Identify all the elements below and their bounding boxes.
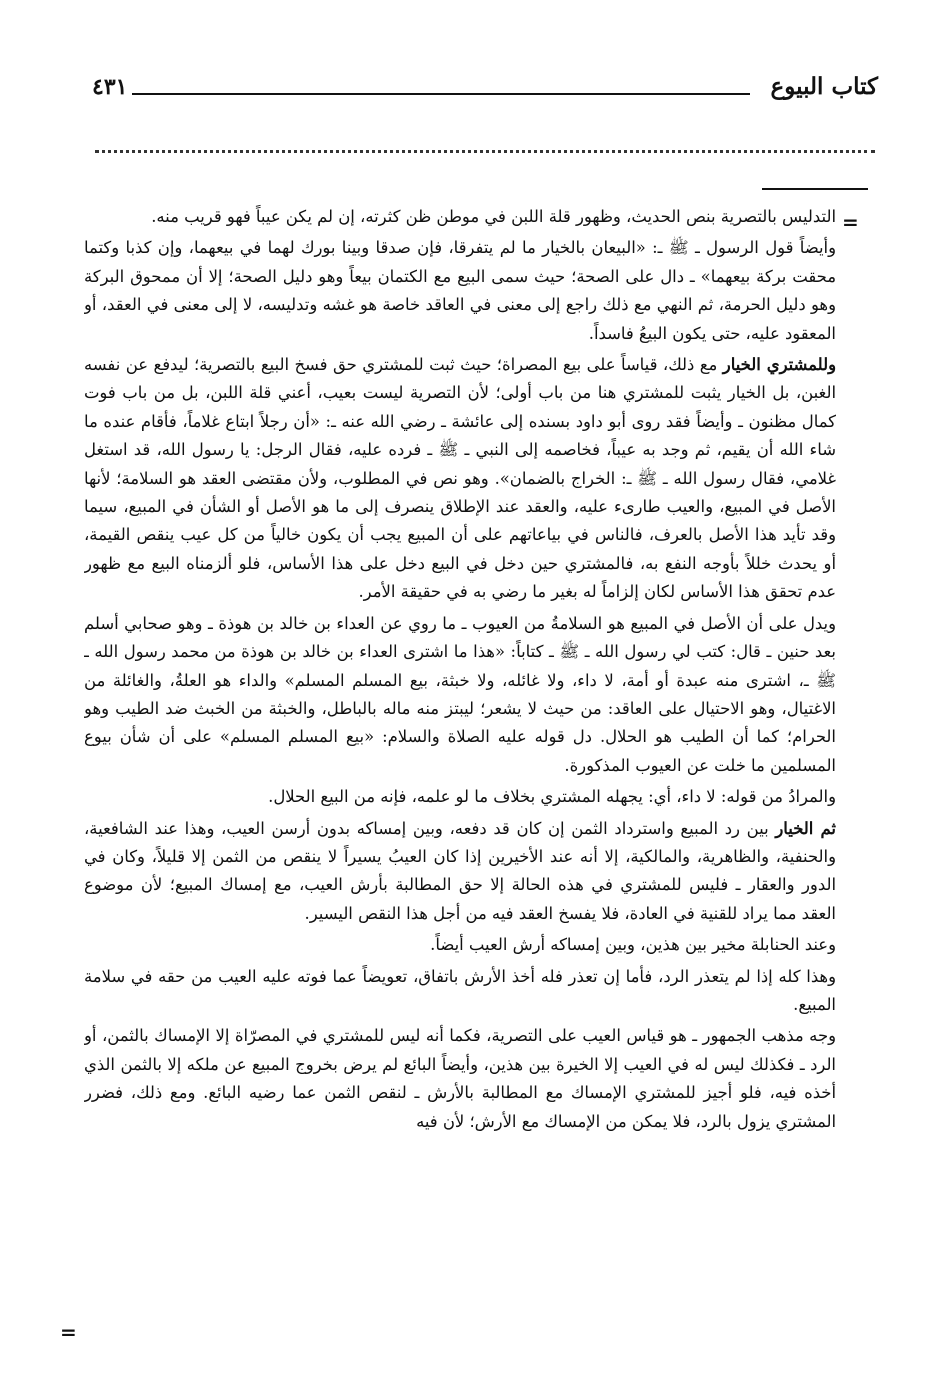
paragraph-text: ويدل على أن الأصل في المبيع هو السلامةُ من العيوب ـ ما روي عن العداء بن خالد بن هوذة ـ وهو صحابي أسلم بعد حنين ـ قال: كتب لي رسول الله ـ ﷺ ـ كتاباً: «هذا ما اشترى العداء بن خالد بن هوذة من محمد رسول الله ـ ﷺ ـ، اشترى منه عبدة أو أمة، لا داء، ولا غائله، ولا خبثة، بيع المسلم المسلم» والداء هو العلةُ، والغائلة من الاغتيال، وهو الاحتيال على العاقد: من حيث لا يشعر؛ ليبتز منه ماله بالباطل، والخبثة من الخبث ضد الطيب وهو الحرام؛ كما أن الطيب هو الحلال. دل قوله عليه الصلاة والسلام: «بيع المسلم المسلم» على أن شأن بيوع المسلمين ما خلت عن العيوب المذكورة. (84, 613, 836, 775)
paragraph-text: وهذا كله إذا لم يتعذر الرد، فأما إن تعذر فله أخذ الأرش باتفاق، تعويضاً عما فوته عليه العيب من حقه في سلامة المبيع. (84, 966, 836, 1014)
paragraph-3 (84, 351, 836, 607)
paragraph-2 (84, 234, 836, 348)
paragraph-text: مع ذلك، قياساً على بيع المصراة؛ حيث ثبت للمشتري حق فسخ البيع بالتصرية؛ ليدفع عن نفسه الغبن، بل الخيار يثبت للمشتري هنا من باب أولى؛ لأن التصرية ليست بعيب، أعني قلة اللبن، بل من باب فوت كمال مظنون ـ وأيضاً فقد روى أبو داود بسنده إلى عائشة ـ رضي الله عنه ـ: «أن رجلاً ابتاع غلاماً، فأقام عنده ما شاء الله أن يقيم، ثم وجد به عيباً، فخاصمه إلى النبي ـ ﷺ ـ فرده عليه، فقال الرجل: يا رسول الله، قد استغل غلامي، فقال رسول الله ـ ﷺ ـ: الخراج بالضمان». وهو نص في المطلوب، ولأن مقتضى العقد هو السلامة؛ لأنها الأصل في المبيع، والعيب طارىء عليه، والعقد عند الإطلاق ينصرف إلى ما هو الأصل أو الشأن في المبيع، سيما وقد تأيد هذا الأصل بالعرف، فالناس في بياعاتهم على أن المبيع يجب أن يكون خالياً من كل عيب ينقص القيمة، أو يحدث خللاً بأوجه النفع به، فالمشتري حين دخل في البيع دخل على هذا الأساس، فلو ألزمناه البيع مع ظهور عدم تحقق هذا الأساس لكان إلزاماً له بغير ما رضي به في حقيقة الأمر. (84, 355, 836, 602)
footnote-rule (762, 188, 868, 190)
paragraph-text: وجه مذهب الجمهور ـ هو قياس العيب على التصرية، فكما أنه ليس للمشتري في المصرّاة إلا الإمساك بالثمن، أو الرد ـ فكذلك ليس له في العيب إلا الخيرة بين هذين، وأيضاً البائع لم يرض بخروج المبيع عن ملكه إلا بالثمن الذي أخذه فيه، فلو أجيز للمشتري الإمساك مع المطالبة بالأرش ـ لنقص الثمن عما رضيه البائع. ومع ذلك، فضرر المشتري يزول بالرد، فلا يمكن من الإمساك مع الأرش؛ لأن فيه (84, 1026, 836, 1131)
paragraph-text: التدليس بالتصرية بنص الحديث، وظهور قلة اللبن في موطن ظن كثرته، إن لم يكن عيباً فهو قريب منه. (151, 207, 836, 226)
paragraph-5 (84, 783, 836, 811)
running-header (92, 70, 878, 110)
paragraph-4 (84, 610, 836, 780)
paragraph-text: والمرادُ من قوله: لا داء، أي: يجهله المشتري بخلاف ما لو علمه، فإنه من البيع الحلال. (268, 787, 836, 807)
paragraph-1 (84, 203, 836, 231)
paragraph-6 (84, 815, 836, 929)
continuation-marker-top: = (842, 210, 859, 234)
paragraph-text: بين رد المبيع واسترداد الثمن إن كان قد دفعه، وبين إمساكه بدون أرسن العيب، وهذا عند الشافعية، والحنفية، والظاهرية، والمالكية، إلا أنه عند الأخيرين إذا كان العيبُ يسيراً لا ينقص من الثمن إلا قليلاً، وكان في الدور والعقار ـ فليس للمشتري في هذه الحالة إلا حق المطالبة بأرش العيب، مع إمساك المبيع؛ لأن موضوع العقد مما يراد للقنية في العادة، فلا يفسخ العقد فيه من أجل هذا النقص اليسير. (84, 818, 836, 923)
paragraph-7 (84, 931, 836, 959)
footnote-body (84, 203, 836, 1353)
dotted-separator (95, 150, 875, 153)
paragraph-text: وعند الحنابلة مخير بين هذين، وبين إمساكه أرش العيب أيضاً. (430, 935, 836, 955)
paragraph-text: وأيضاً قول الرسول ـ ﷺ ـ: «البيعان بالخيار ما لم يتفرقا، فإن صدقا وبينا بورك لهما في بيعهما، وإن كذبا وكتما محقت بركة بيعهما» ـ دال على الصحة؛ حيث سمى البيع مع الكتمان بيعاً وهو دليل الصحة؛ إلا أن ممحوق البركة وهو دليل الحرمة، ثم النهي مع ذلك راجع إلى معنى في العاقد خاصة هو غشه وتدليسه، لا إلى معنى في العقد، أو المعقود عليه، حتى يكون البيعُ فاسداً. (84, 238, 836, 343)
header-rule (132, 93, 750, 95)
paragraph-lead: ثم الخيار (775, 818, 836, 838)
page-number: ٤٣١ (92, 74, 128, 100)
continuation-marker-bottom: = (60, 1320, 77, 1344)
paragraph-9 (84, 1022, 836, 1136)
book-title: كتاب البيوع (770, 73, 878, 100)
paragraph-8 (84, 963, 836, 1020)
paragraph-lead: وللمشتري الخيار (722, 355, 836, 375)
